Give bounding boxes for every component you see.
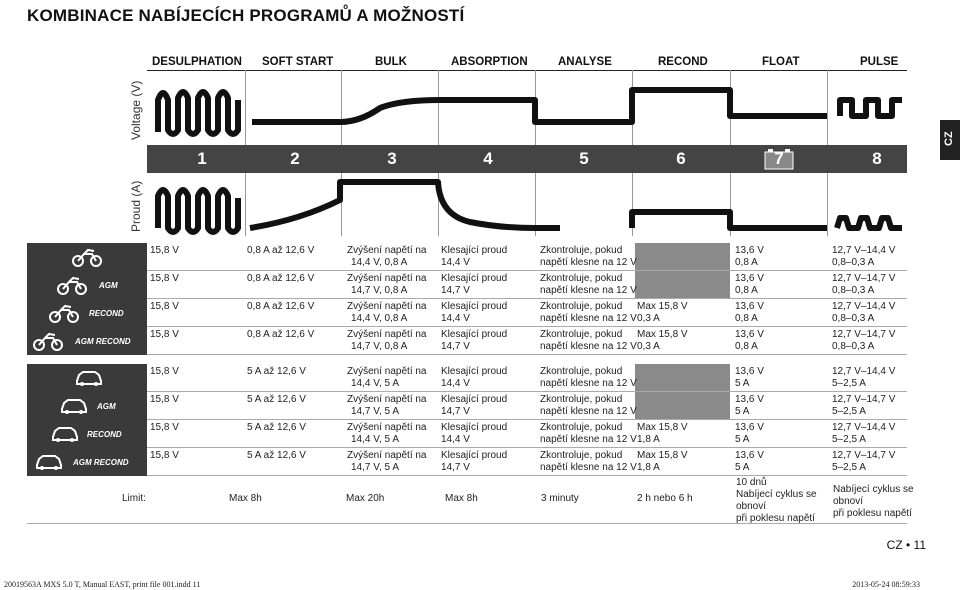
bulk-value: Zvýšení napětí na 14,7 V, 0,8 A [347,273,427,296]
motorcycle-agm-row-icon [27,271,147,299]
stage-header-desulphation: DESULPHATION [152,56,242,68]
bulk-value: Zvýšení napětí na 14,7 V, 5 A [347,394,427,417]
bulk-value: Zvýšení napětí na 14,4 V, 0,8 A [347,245,427,268]
pulse-value: 12,7 V–14,4 V 0,8–0,3 A [832,301,896,324]
absorption-value: Klesající proud 14,7 V [441,394,508,417]
stage-number-4: 4 [483,149,493,168]
desulphation-value: 15,8 V [150,329,179,340]
table-row [147,420,907,448]
stage-header-absorption: ABSORPTION [451,56,528,68]
motorcycle-icon [49,303,79,323]
car-row-icon [27,364,147,392]
empty-cell-shading [635,271,730,298]
absorption-value: Klesající proud 14,7 V [441,273,508,296]
analyse-value: Zkontroluje, pokud napětí klesne na 12 V [540,394,637,417]
stage-number-8: 8 [872,149,882,168]
absorption-value: Klesající proud 14,4 V [441,366,508,389]
limit-absorption: Max 8h [445,493,478,504]
float-value: 13,6 V 0,8 A [735,245,764,268]
stage-number-3: 3 [387,149,397,168]
soft-start-value: 5 A až 12,6 V [247,422,306,433]
bulk-value: Zvýšení napětí na 14,7 V, 0,8 A [347,329,427,352]
motorcycle-agm-recond-row-icon [27,327,147,355]
voltage-axis-label: Voltage (V) [129,80,143,140]
analyse-value: Zkontroluje, pokud napětí klesne na 12 V [540,245,637,268]
limit-recond: 2 h nebo 6 h [637,493,693,504]
car-recond-row-icon [27,420,147,448]
pulse-value: 12,7 V–14,7 V 5–2,5 A [832,450,896,473]
recond-value: Max 15,8 V 1,8 A [637,422,688,445]
bulk-value: Zvýšení napětí na 14,4 V, 5 A [347,366,427,389]
soft-start-value: 0,8 A až 12,6 V [247,273,315,284]
stage-header-soft-start: SOFT START [262,56,334,68]
limit-soft-start: Max 8h [229,493,262,504]
agm-label: AGM [97,402,116,411]
print-timestamp: 2013-05-24 08:59:33 [852,580,920,589]
stage-number-5: 5 [579,149,589,168]
bulk-value: Zvýšení napětí na 14,4 V, 0,8 A [347,301,427,324]
stage-header-float: FLOAT [762,56,800,68]
soft-start-value: 0,8 A až 12,6 V [247,329,315,340]
analyse-value: Zkontroluje, pokud napětí klesne na 12 V [540,301,637,324]
float-value: 13,6 V 5 A [735,394,764,417]
analyse-value: Zkontroluje, pokud napětí klesne na 12 V [540,366,637,389]
car-icon [51,425,79,443]
table-row [147,327,907,355]
absorption-value: Klesající proud 14,4 V [441,301,508,324]
limit-pulse: Nabíjecí cyklus se obnoví při poklesu napětí [833,484,914,519]
limit-bulk: Max 20h [346,493,385,504]
recond-label: RECOND [89,309,124,318]
table-row [147,299,907,327]
analyse-value: Zkontroluje, pokud napětí klesne na 12 V [540,450,637,473]
stage-header-pulse: PULSE [860,56,899,68]
car-program-table [147,364,907,476]
recond-value: Max 15,8 V 0,3 A [637,329,688,352]
table-row [147,364,907,392]
empty-cell-shading [635,392,730,419]
float-value: 13,6 V 0,8 A [735,301,764,324]
analyse-value: Zkontroluje, pokud napětí klesne na 12 V [540,329,637,352]
recond-value: Max 15,8 V 1,8 A [637,450,688,473]
absorption-value: Klesající proud 14,4 V [441,245,508,268]
motorcycle-icon [72,247,102,267]
stage-header-recond: RECOND [658,56,708,68]
current-curve [158,182,902,232]
motorcycle-row-icon [27,243,147,271]
float-value: 13,6 V 5 A [735,422,764,445]
desulphation-value: 15,8 V [150,245,179,256]
absorption-value: Klesající proud 14,7 V [441,329,508,352]
soft-start-value: 0,8 A až 12,6 V [247,245,315,256]
bulk-value: Zvýšení napětí na 14,4 V, 5 A [347,422,427,445]
car-agm-row-icon [27,392,147,420]
language-side-tab: CZ [940,120,960,160]
pulse-value: 12,7 V–14,4 V 5–2,5 A [832,366,896,389]
motorcycle-program-table [147,243,907,355]
stage-number-2: 2 [290,149,300,168]
soft-start-value: 5 A až 12,6 V [247,366,306,377]
stage-number-7: 7 [774,149,784,168]
desulphation-value: 15,8 V [150,301,179,312]
table-row [147,448,907,476]
motorcycle-icon [57,275,87,295]
stage-header-bulk: BULK [375,56,407,68]
desulphation-value: 15,8 V [150,422,179,433]
motorcycle-recond-row-icon [27,299,147,327]
float-value: 13,6 V 0,8 A [735,273,764,296]
soft-start-value: 0,8 A až 12,6 V [247,301,315,312]
soft-start-value: 5 A až 12,6 V [247,394,306,405]
motorcycle-icon [33,331,63,351]
empty-cell-shading [635,364,730,391]
desulphation-value: 15,8 V [150,273,179,284]
table-row [147,271,907,299]
print-file-info: 20019563A MXS 5.0 T, Manual EAST, print file 001.indd 11 [4,580,201,589]
absorption-value: Klesající proud 14,7 V [441,450,508,473]
voltage-curve [158,90,902,134]
recond-value: Max 15,8 V 0,3 A [637,301,688,324]
page-number: CZ • 11 [886,538,926,552]
agm-recond-label: AGM RECOND [75,337,131,346]
agm-recond-label: AGM RECOND [73,458,129,467]
soft-start-value: 5 A až 12,6 V [247,450,306,461]
stage-number-1: 1 [197,149,207,168]
empty-cell-shading [635,243,730,270]
pulse-value: 12,7 V–14,4 V 0,8–0,3 A [832,245,896,268]
car-icon [75,369,103,387]
recond-label: RECOND [87,430,122,439]
limit-float: 10 dnů Nabíjecí cyklus se obnoví při poklesu napětí [736,477,817,524]
limit-label: Limit: [122,493,146,504]
current-axis-label: Proud (A) [129,180,143,232]
analyse-value: Zkontroluje, pokud napětí klesne na 12 V [540,273,637,296]
car-agm-recond-row-icon [27,448,147,476]
agm-label: AGM [99,281,118,290]
desulphation-value: 15,8 V [150,366,179,377]
desulphation-value: 15,8 V [150,394,179,405]
desulphation-value: 15,8 V [150,450,179,461]
analyse-value: Zkontroluje, pokud napětí klesne na 12 V [540,422,637,445]
stage-number-6: 6 [676,149,686,168]
limit-analyse: 3 minuty [541,493,579,504]
car-icon [60,397,88,415]
pulse-value: 12,7 V–14,7 V 0,8–0,3 A [832,329,896,352]
table-row [147,392,907,420]
float-value: 13,6 V 5 A [735,450,764,473]
absorption-value: Klesající proud 14,4 V [441,422,508,445]
limit-row [27,476,914,524]
stage-header-analyse: ANALYSE [558,56,612,68]
page-title: KOMBINACE NABÍJECÍCH PROGRAMŮ A MOŽNOSTÍ [27,6,465,25]
bulk-value: Zvýšení napětí na 14,7 V, 5 A [347,450,427,473]
pulse-value: 12,7 V–14,7 V 0,8–0,3 A [832,273,896,296]
car-icon [35,453,63,471]
pulse-value: 12,7 V–14,4 V 5–2,5 A [832,422,896,445]
table-row [147,243,907,271]
float-value: 13,6 V 0,8 A [735,329,764,352]
float-value: 13,6 V 5 A [735,366,764,389]
pulse-value: 12,7 V–14,7 V 5–2,5 A [832,394,896,417]
